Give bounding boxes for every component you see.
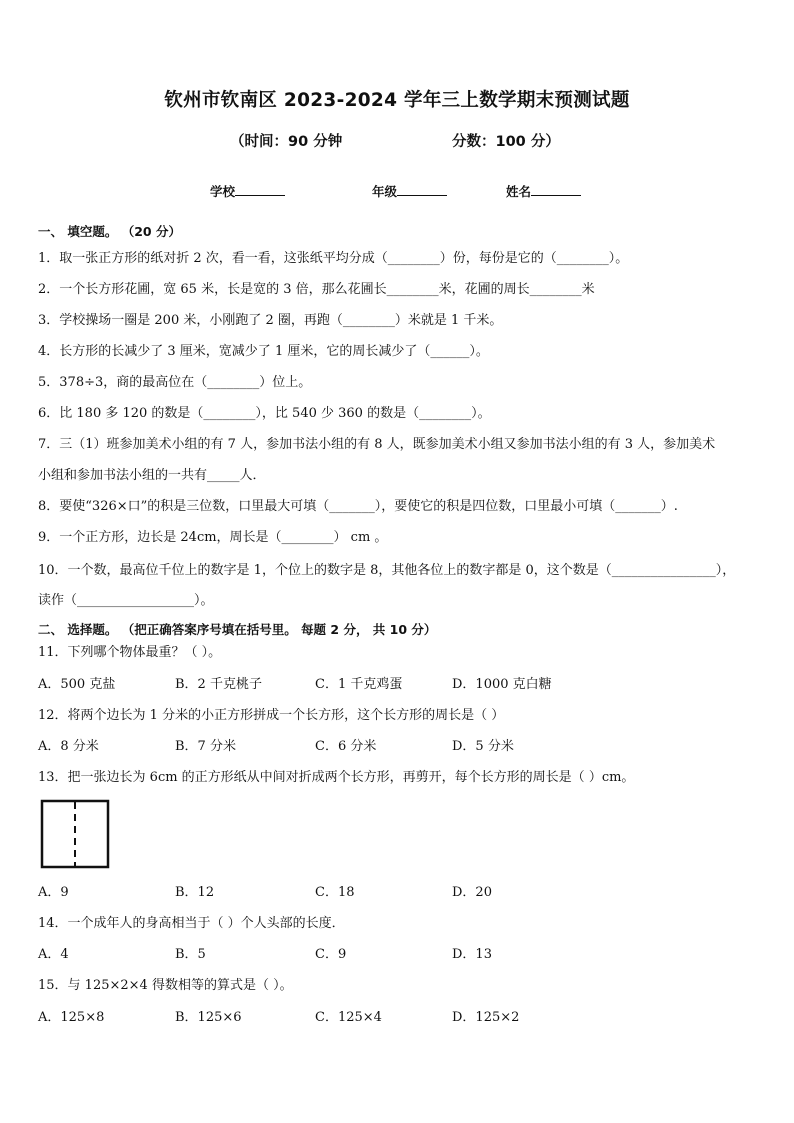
question-2: 2．一个长方形花圃，宽 65 米，长是宽的 3 倍，那么花圃长________米，花圃的周长________米 — [38, 282, 595, 297]
question-9: 9．一个正方形，边长是 24cm，周长是（________） cm 。 — [38, 530, 388, 545]
grade-label: 年级 — [372, 184, 398, 199]
name-blank[interactable] — [531, 183, 581, 196]
q15-option-a[interactable]: A．125×8 — [38, 1010, 105, 1025]
q11-option-a[interactable]: A．500 克盐 — [38, 677, 116, 692]
question-15: 15．与 125×2×4 得数相等的算式是（ ）。 — [38, 978, 293, 993]
question-8: 8．要使“326×口”的积是三位数，口里最大可填（_______），要使它的积是四位数，口里最小可填（_______）. — [38, 499, 678, 514]
question-10-line-2: 读作（__________________）。 — [38, 593, 214, 608]
name-field[interactable] — [506, 182, 581, 200]
question-7-line-2: 小组和参加书法小组的一共有_____人． — [38, 468, 266, 483]
question-6: 6．比 180 多 120 的数是（________），比 540 少 360 的数是（________）。 — [38, 406, 491, 421]
section-choice: 二、 选择题。 （把正确答案序号填在括号里。 每题 2 分， 共 10 分） — [38, 622, 437, 637]
school-blank[interactable] — [235, 183, 285, 196]
question-11: 11．下列哪个物体最重？（ ）。 — [38, 645, 222, 660]
square-outline — [42, 801, 108, 867]
question-13: 13．把一张边长为 6cm 的正方形纸从中间对折成两个长方形，再剪开，每个长方形的周长是（ ）cm。 — [38, 770, 635, 785]
q13-option-b[interactable]: B．12 — [175, 885, 215, 900]
q13-option-d[interactable]: D．20 — [452, 885, 492, 900]
q14-option-d[interactable]: D．13 — [452, 947, 492, 962]
q12-option-c[interactable]: C．6 分米 — [315, 739, 377, 754]
exam-time: （时间：90 分钟 — [230, 134, 343, 150]
exam-score: 分数：100 分） — [452, 134, 560, 150]
grade-field[interactable] — [372, 182, 447, 200]
grade-blank[interactable] — [397, 183, 447, 196]
question-14: 14．一个成年人的身高相当于（ ）个人头部的长度． — [38, 916, 345, 931]
q15-option-d[interactable]: D．125×2 — [452, 1010, 520, 1025]
question-3: 3．学校操场一圈是 200 米，小刚跑了 2 圈，再跑（________）米就是 1 千米。 — [38, 313, 503, 328]
question-10-line-1: 10．一个数，最高位千位上的数字是 1，个位上的数字是 8，其他各位上的数字都是 0，这个数是（________________）， — [38, 563, 736, 578]
name-label: 姓名 — [506, 184, 532, 199]
q12-option-b[interactable]: B．7 分米 — [175, 739, 236, 754]
school-field[interactable] — [210, 182, 285, 200]
section-fill-blank: 一、 填空题。 （20 分） — [38, 224, 181, 239]
question-5: 5．378÷3，商的最高位在（________）位上。 — [38, 375, 312, 390]
q15-option-b[interactable]: B．125×6 — [175, 1010, 242, 1025]
question-1: 1．取一张正方形的纸对折 2 次，看一看，这张纸平均分成（________）份，每份是它的（________）。 — [38, 251, 629, 266]
q11-option-c[interactable]: C．1 千克鸡蛋 — [315, 677, 403, 692]
q13-option-a[interactable]: A．9 — [38, 885, 69, 900]
school-label: 学校 — [210, 184, 236, 199]
q14-option-c[interactable]: C．9 — [315, 947, 347, 962]
q14-option-a[interactable]: A．4 — [38, 947, 69, 962]
question-12: 12．将两个边长为 1 分米的小正方形拼成一个长方形，这个长方形的周长是（ ） — [38, 708, 505, 723]
q13-option-c[interactable]: C．18 — [315, 885, 355, 900]
q12-option-d[interactable]: D．5 分米 — [452, 739, 514, 754]
q11-option-b[interactable]: B．2 千克桃子 — [175, 677, 262, 692]
q14-option-b[interactable]: B．5 — [175, 947, 206, 962]
q11-option-d[interactable]: D．1000 克白糖 — [452, 677, 552, 692]
question-7-line-1: 7．三（1）班参加美术小组的有 7 人，参加书法小组的有 8 人，既参加美术小组又参加书法小组的有 3 人，参加美术 — [38, 437, 716, 452]
folded-square-figure — [38, 797, 112, 871]
question-4: 4．长方形的长减少了 3 厘米，宽减少了 1 厘米，它的周长减少了（______）。 — [38, 344, 489, 359]
q15-option-c[interactable]: C．125×4 — [315, 1010, 382, 1025]
page-title: 钦州市钦南区 2023-2024 学年三上数学期末预测试题 — [164, 90, 630, 111]
q12-option-a[interactable]: A．8 分米 — [38, 739, 99, 754]
